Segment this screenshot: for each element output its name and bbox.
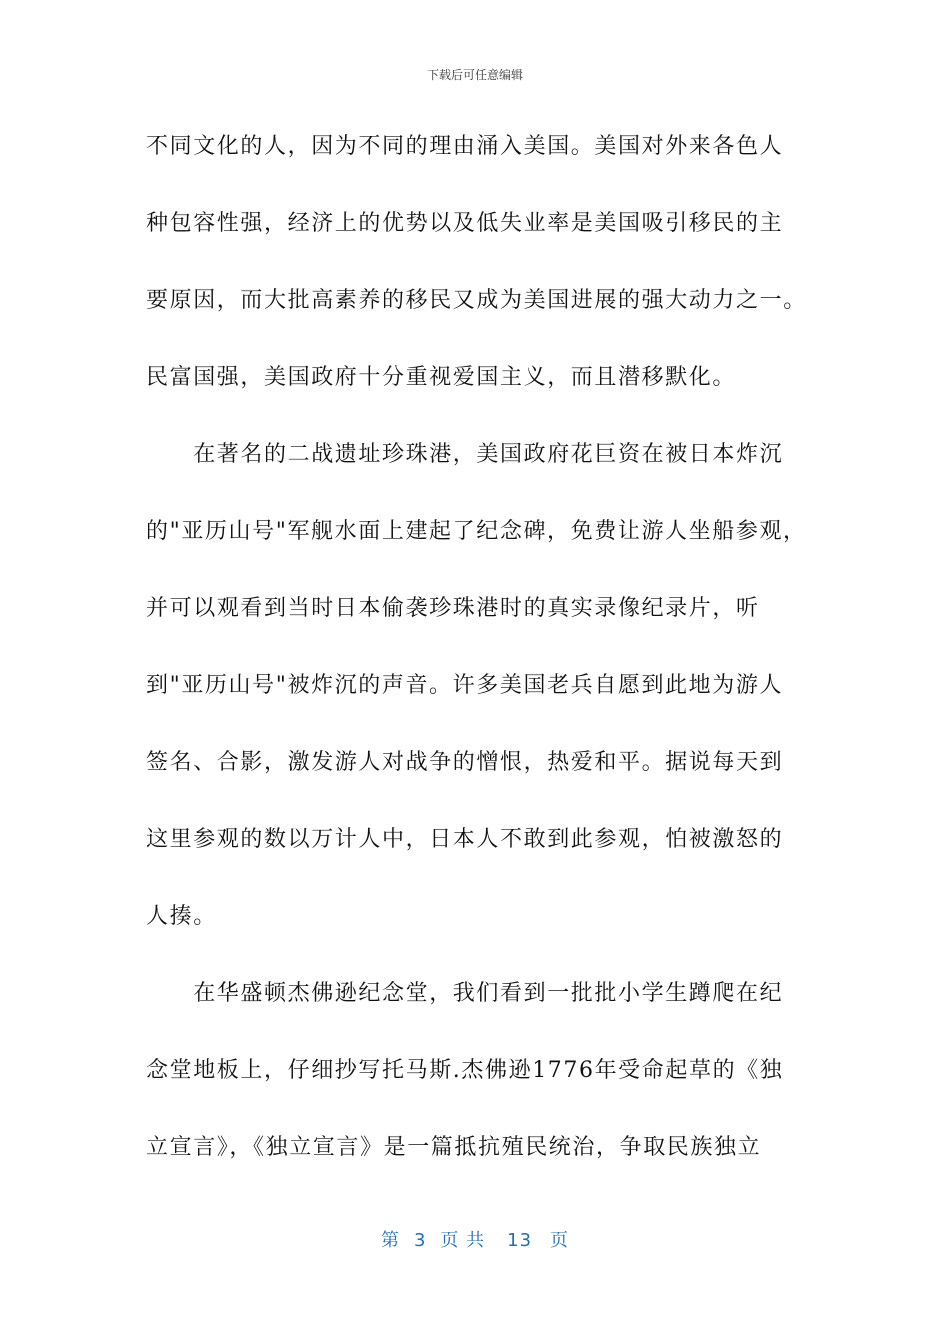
text-line: 在著名的二战遗址珍珠港，美国政府花巨资在被日本炸沉 (146, 442, 784, 467)
text-line: 立宣言》，《独立宣言》是一篇抵抗殖民统治，争取民族独立 (146, 1135, 762, 1160)
text-line: 念堂地板上，仔细抄写托马斯.杰佛逊1776年受命起草的《独 (146, 1058, 784, 1083)
page-footer (0, 1226, 950, 1252)
text-line: 签名、合影，激发游人对战争的憎恨，热爱和平。据说每天到 (146, 750, 784, 775)
footer-suffix: 页 (550, 1230, 570, 1251)
document-body (146, 124, 806, 1202)
text-line: 这里参观的数以万计人中，日本人不敢到此参观，怕被激怒的 (146, 827, 784, 852)
text-line: 人揍。 (146, 904, 217, 929)
page-header-note: 下载后可任意编辑 (426, 68, 523, 82)
footer-middle: 页 共 (440, 1230, 486, 1251)
footer-total-pages: 13 (507, 1230, 533, 1251)
text-line: 民富国强，美国政府十分重视爱国主义，而且潜移默化。 (146, 365, 737, 390)
text-line: 并可以观看到当时日本偷袭珍珠港时的真实录像纪录片，听 (146, 596, 760, 621)
text-line: 种包容性强，经济上的优势以及低失业率是美国吸引移民的主 (146, 211, 784, 236)
text-line: 不同文化的人，因为不同的理由涌入美国。美国对外来各色人 (146, 134, 784, 159)
text-line: 要原因，而大批高素养的移民又成为美国进展的强大动力之一。 (146, 288, 807, 313)
footer-prefix: 第 (380, 1230, 400, 1251)
text-line: 的"亚历山号"军舰水面上建起了纪念碑，免费让游人坐船参观， (146, 519, 807, 544)
footer-current-page: 3 (413, 1230, 427, 1251)
text-line: 在华盛顿杰佛逊纪念堂，我们看到一批批小学生蹲爬在纪 (146, 981, 784, 1006)
text-line: 到"亚历山号"被炸沉的声音。许多美国老兵自愿到此地为游人 (146, 673, 784, 698)
